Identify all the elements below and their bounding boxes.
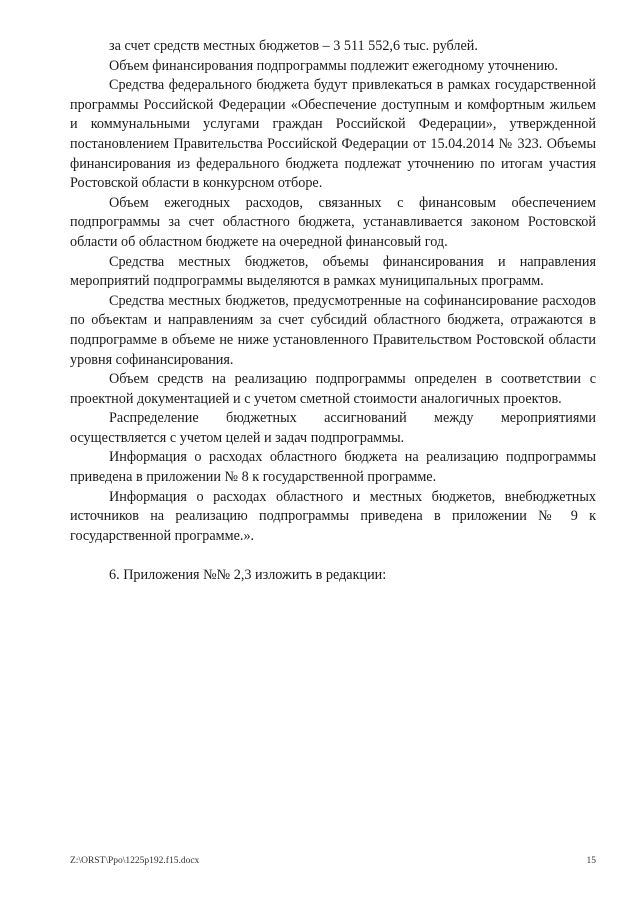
- paragraph-appendix-9: Информация о расходах областного и местных бюджетов, внебюджетных источников на реализацию подпрограммы приведена в приложении № 9 к государственной программе.».: [70, 488, 596, 544]
- paragraph-project-documentation: Объем средств на реализацию подпрограммы определен в соответствии с проектной документацией и с учетом сметной стоимости аналогичных проектов.: [70, 371, 596, 407]
- footer-file-path: Z:\ORST\Ppo\1225p192.f15.docx: [70, 856, 200, 866]
- paragraph-item-6: 6. Приложения №№ 2,3 изложить в редакции:: [109, 567, 387, 584]
- paragraph-appendix-8: Информация о расходах областного бюджета на реализацию подпрограммы приведена в приложении № 8 к государственной программе.: [70, 449, 596, 486]
- paragraph-federal-budget: Средства федерального бюджета будут привлекаться в рамках государственной программы Российской Федерации «Обеспечение доступным и комфортным жильем и коммунальными услугами граждан Российской Федерации», утвержденной постановлением Правительства Российской Федерации от 15.04.2014 № 323. Объемы финансирования из федерального бюджета подлежат уточнению по итогам участия Ростовской области в конкурсном отборе.: [70, 77, 596, 192]
- document-body: [70, 37, 596, 586]
- paragraph-local-budget-amount: за счет средств местных бюджетов – 3 511 552,6 тыс. рублей.: [109, 38, 478, 54]
- paragraph-municipal-programs: Средства местных бюджетов, объемы финансирования и направления мероприятий подпрограммы выделяются в рамках муниципальных программ.: [70, 253, 596, 290]
- paragraph-allocation: Распределение бюджетных ассигнований между мероприятиями осуществляется с учетом целей и задач подпрограммы.: [70, 410, 596, 446]
- paragraph-regional-budget: Объем ежегодных расходов, связанных с финансовым обеспечением подпрограммы за счет областного бюджета, устанавливается законом Ростовской области об областном бюджете на очередной финансовый год.: [70, 194, 596, 250]
- footer-page-number: 15: [586, 856, 596, 866]
- paragraph-annual-refinement: Объем финансирования подпрограммы подлежит ежегодному уточнению.: [109, 57, 559, 74]
- paragraph-cofinancing: Средства местных бюджетов, предусмотренные на софинансирование расходов по объектам и направлениям за счет субсидий областного бюджета, отражаются в подпрограмме в объеме не ниже установленного Правительством Ростовской области уровня софинансирования.: [70, 292, 596, 368]
- page-footer: [70, 856, 596, 870]
